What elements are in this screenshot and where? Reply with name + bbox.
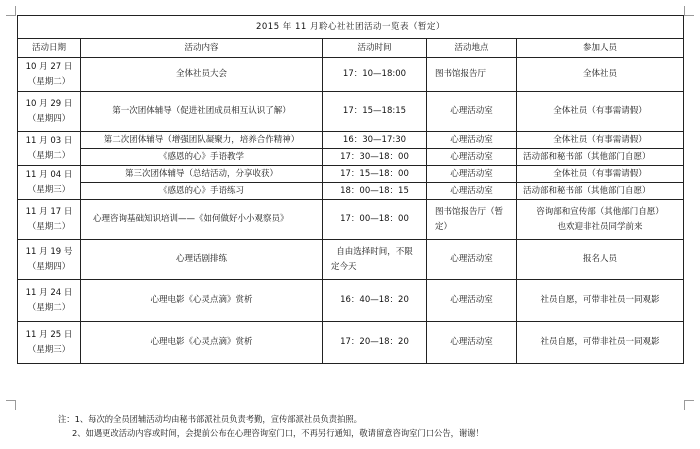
- date-text: 10 月 29 日: [25, 98, 73, 109]
- page-corner-mark: [684, 6, 694, 16]
- activity-schedule-table: [17, 15, 684, 364]
- participants-cell: 全体社员（有事需请假）: [517, 166, 684, 183]
- time-cell: 17：20—18：20: [323, 322, 427, 364]
- content-cell: 《感恩的心》手语练习: [81, 183, 323, 200]
- location-cell: 心理活动室: [427, 183, 517, 200]
- location-cell: 图书馆报告厅（暂定）: [427, 200, 517, 240]
- table-row: [18, 132, 684, 149]
- page-corner-mark: [684, 400, 694, 410]
- date-cell: [18, 132, 81, 166]
- content-cell: 《感恩的心》手语教学: [81, 149, 323, 166]
- date-text: 11 月 17 日: [25, 206, 73, 217]
- date-cell: [18, 166, 81, 200]
- table-row: [18, 166, 684, 183]
- content-cell: 心理电影《心灵点滴》赏析: [81, 322, 323, 364]
- participants-cell: 活动部和秘书部（其他部门自愿）: [517, 183, 684, 200]
- date-cell: [18, 280, 81, 322]
- location-cell: 心理活动室: [427, 240, 517, 280]
- participants-cell: 全体社员（有事需请假）: [517, 132, 684, 149]
- table-row: [18, 200, 684, 240]
- table-row: [18, 58, 684, 92]
- content-cell: 全体社员大会: [81, 58, 323, 92]
- participants-cell: 社员自愿，可带非社员一同观影: [517, 322, 684, 364]
- participants-cell: [517, 200, 684, 240]
- time-cell: 17：00—18：00: [323, 200, 427, 240]
- date-text: 11 月 24 日: [25, 287, 73, 298]
- header-location: 活动地点: [427, 39, 517, 58]
- header-date: 活动日期: [18, 39, 81, 58]
- time-cell: 16：40—18：20: [323, 280, 427, 322]
- content-cell: 心理咨询基础知识培训——《如何做好小小观察员》: [81, 200, 323, 240]
- weekday-text: （星期二）: [27, 302, 71, 313]
- header-participants: 参加人员: [517, 39, 684, 58]
- participants-cell: 社员自愿，可带非社员一同观影: [517, 280, 684, 322]
- location-cell: 心理活动室: [427, 92, 517, 132]
- weekday-text: （星期四）: [27, 113, 71, 124]
- time-cell: 16：30—17:30: [323, 132, 427, 149]
- content-cell: 心理话剧排练: [81, 240, 323, 280]
- content-cell: 心理电影《心灵点滴》赏析: [81, 280, 323, 322]
- note-line: 2、如遇更改活动内容或时间，会提前公布在心理咨询室门口，不再另行通知，敬请留意咨询室门口公告，谢谢！: [72, 428, 484, 438]
- table-row: [18, 322, 684, 364]
- location-cell: 心理活动室: [427, 322, 517, 364]
- date-cell: [18, 322, 81, 364]
- participants-text: 咨询部和宣传部（其他部门自愿）: [536, 206, 664, 217]
- time-cell: 17：15—18:15: [323, 92, 427, 132]
- table-row: [18, 92, 684, 132]
- note-line: 注：1、每次的全员团辅活动均由秘书部派社员负责考勤，宣传部派社员负责拍照。: [58, 414, 362, 424]
- date-cell: [18, 58, 81, 92]
- date-cell: [18, 200, 81, 240]
- location-cell: 心理活动室: [427, 132, 517, 149]
- notes-section: [58, 412, 484, 440]
- table-row: [18, 183, 684, 200]
- date-text: 11 月 04 日: [25, 169, 73, 180]
- date-text: 11 月 19 号: [25, 246, 73, 257]
- weekday-text: （星期二）: [27, 221, 71, 232]
- location-cell: 心理活动室: [427, 149, 517, 166]
- page-corner-mark: [6, 400, 16, 410]
- participants-cell: 报名人员: [517, 240, 684, 280]
- content-cell: 第一次团体辅导（促进社团成员相互认识了解）: [81, 92, 323, 132]
- table-row: [18, 280, 684, 322]
- weekday-text: （星期三）: [27, 184, 71, 195]
- time-cell: 17：10—18:00: [323, 58, 427, 92]
- table-title: 2015 年 11 月聆心社社团活动一览表（暂定）: [18, 16, 684, 39]
- table-row: [18, 240, 684, 280]
- location-cell: 心理活动室: [427, 166, 517, 183]
- participants-text-extra: 也欢迎非社员同学前来: [557, 221, 643, 232]
- time-cell: [323, 240, 427, 280]
- date-cell: [18, 92, 81, 132]
- weekday-text: （星期二）: [27, 76, 71, 87]
- location-cell: 图书馆报告厅: [427, 58, 517, 92]
- location-cell: 心理活动室: [427, 280, 517, 322]
- header-content: 活动内容: [81, 39, 323, 58]
- date-cell: [18, 240, 81, 280]
- header-time: 活动时间: [323, 39, 427, 58]
- date-text: 10 月 27 日: [25, 61, 73, 72]
- page-corner-mark: [6, 6, 16, 16]
- weekday-text: （星期三）: [27, 344, 71, 355]
- participants-cell: 活动部和秘书部（其他部门自愿）: [517, 149, 684, 166]
- weekday-text: （星期二）: [27, 150, 71, 161]
- content-cell: 第三次团体辅导（总结活动，分享收获）: [81, 166, 323, 183]
- participants-cell: 全体社员: [517, 58, 684, 92]
- time-text-extra: 定今天: [331, 261, 357, 272]
- table-row: [18, 149, 684, 166]
- content-cell: 第二次团体辅导（增强团队凝聚力，培养合作精神）: [81, 132, 323, 149]
- participants-cell: 全体社员（有事需请假）: [517, 92, 684, 132]
- time-cell: 17：15—18：00: [323, 166, 427, 183]
- header-row: [18, 39, 684, 58]
- weekday-text: （星期四）: [27, 261, 71, 272]
- time-text: 自由选择时间，不限: [336, 246, 413, 257]
- time-cell: 18：00—18：15: [323, 183, 427, 200]
- time-cell: 17：30—18：00: [323, 149, 427, 166]
- date-text: 11 月 25 日: [25, 329, 73, 340]
- date-text: 11 月 03 日: [25, 135, 73, 146]
